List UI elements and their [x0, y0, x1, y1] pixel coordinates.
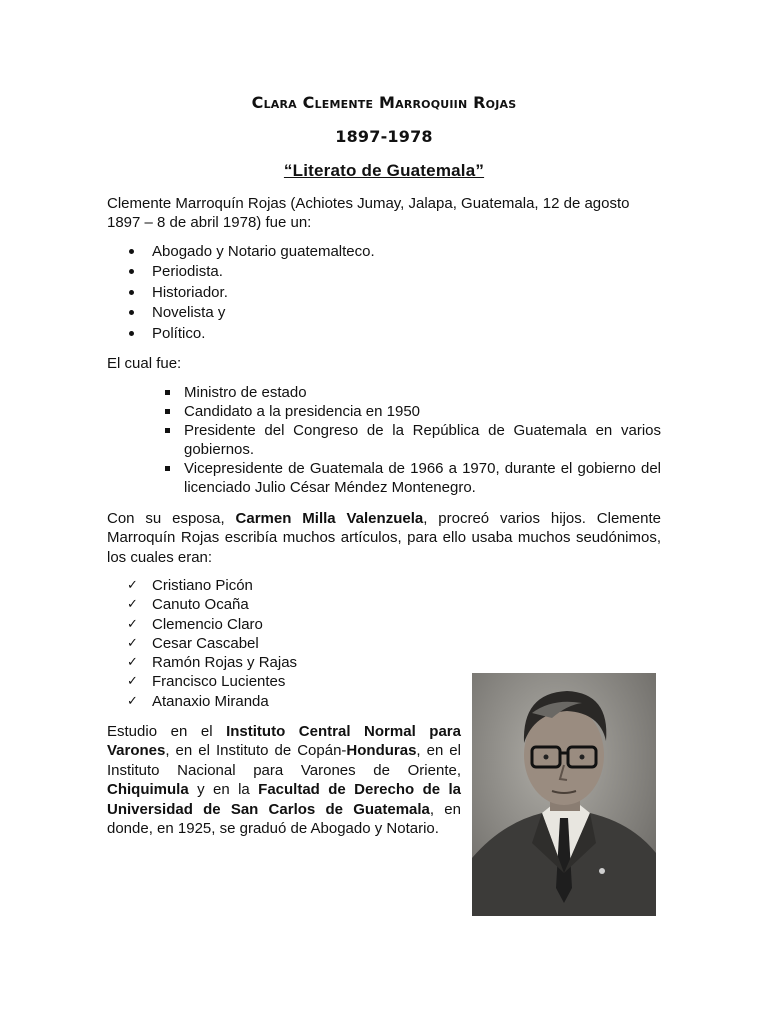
check-mark-icon: ✓	[127, 693, 138, 709]
spouse-paragraph	[107, 509, 661, 567]
check-mark-icon: ✓	[127, 674, 138, 690]
list-item	[107, 653, 487, 672]
list-item: Periodista.	[107, 262, 661, 282]
list-item-label: Clemencio Claro	[152, 615, 263, 633]
text-span: , en el Instituto Nacional para Varones de Oriente,	[107, 742, 461, 779]
list-item	[107, 576, 487, 595]
list-item: Abogado y Notario guatemalteco.	[107, 242, 661, 262]
check-mark-icon: ✓	[127, 597, 138, 613]
list-item	[107, 692, 487, 711]
list-item	[107, 634, 487, 653]
education-paragraph	[107, 722, 461, 838]
list-item-label: Atanaxio Miranda	[152, 692, 269, 710]
list-item: Ministro de estado	[162, 383, 661, 402]
bold-text: Chiquimula	[107, 781, 189, 799]
intro-paragraph: Clemente Marroquín Rojas (Achiotes Jumay, Jalapa, Guatemala, 12 de agosto 1897 – 8 de abril 1978) fue un:	[107, 195, 630, 232]
list-item: Historiador.	[107, 283, 661, 303]
text-span: , procreó varios hijos. Clemente Marroquín Rojas escribía muchos artículos, para ello usaba muchos seudónimos, los cuales eran:	[107, 510, 661, 566]
list-item: Novelista y	[107, 303, 661, 323]
bold-text: Facultad de Derecho de la Universidad de San Carlos de Guatemala	[107, 781, 461, 818]
text-span: Con su esposa,	[107, 510, 236, 527]
list-item: Político.	[107, 324, 661, 344]
list-item	[107, 672, 487, 691]
list-item-label: Francisco Lucientes	[152, 673, 286, 691]
text-span: , en donde, en 1925, se graduó de Abogado y Notario.	[107, 800, 461, 838]
list-item: Candidato a la presidencia en 1950	[162, 402, 661, 421]
document-title: Clara Clemente Marroquiin Rojas	[251, 93, 517, 112]
list-item-label: Ramón Rojas y Rajas	[152, 654, 298, 672]
list-item-label: Canuto Ocaña	[152, 596, 249, 614]
text-span: Estudio en el	[107, 723, 227, 740]
bold-text: Honduras	[346, 742, 417, 760]
list-item	[107, 595, 487, 614]
spouse-name: Carmen Milla Valenzuela	[235, 510, 424, 527]
cual-label: El cual fue:	[107, 355, 182, 372]
pseudonyms-list	[107, 576, 487, 711]
list-item	[107, 615, 487, 634]
text-span: y en la	[188, 781, 259, 799]
document-subtitle: “Literato de Guatemala”	[283, 161, 485, 180]
list-item-label: Cristiano Picón	[152, 577, 253, 594]
text-span: , en el Instituto de Copán-	[165, 742, 347, 760]
positions-list	[162, 383, 661, 497]
list-item: Vicepresidente de Guatemala de 1966 a 1970, durante el gobierno del licenciado Julio César Méndez Montenegro.	[162, 459, 661, 497]
bold-text: Instituto Central Normal para Varones	[107, 723, 461, 760]
check-mark-icon: ✓	[127, 635, 138, 651]
document-years: 1897-1978	[335, 127, 433, 146]
check-mark-icon: ✓	[127, 578, 138, 593]
list-item-label: Cesar Cascabel	[152, 634, 259, 652]
portrait-image	[472, 673, 656, 916]
check-mark-icon: ✓	[127, 655, 138, 671]
portrait-photo	[472, 673, 656, 916]
list-item: Presidente del Congreso de la República de Guatemala en varios gobiernos.	[162, 421, 661, 459]
check-mark-icon: ✓	[127, 616, 138, 632]
roles-list	[107, 242, 661, 344]
